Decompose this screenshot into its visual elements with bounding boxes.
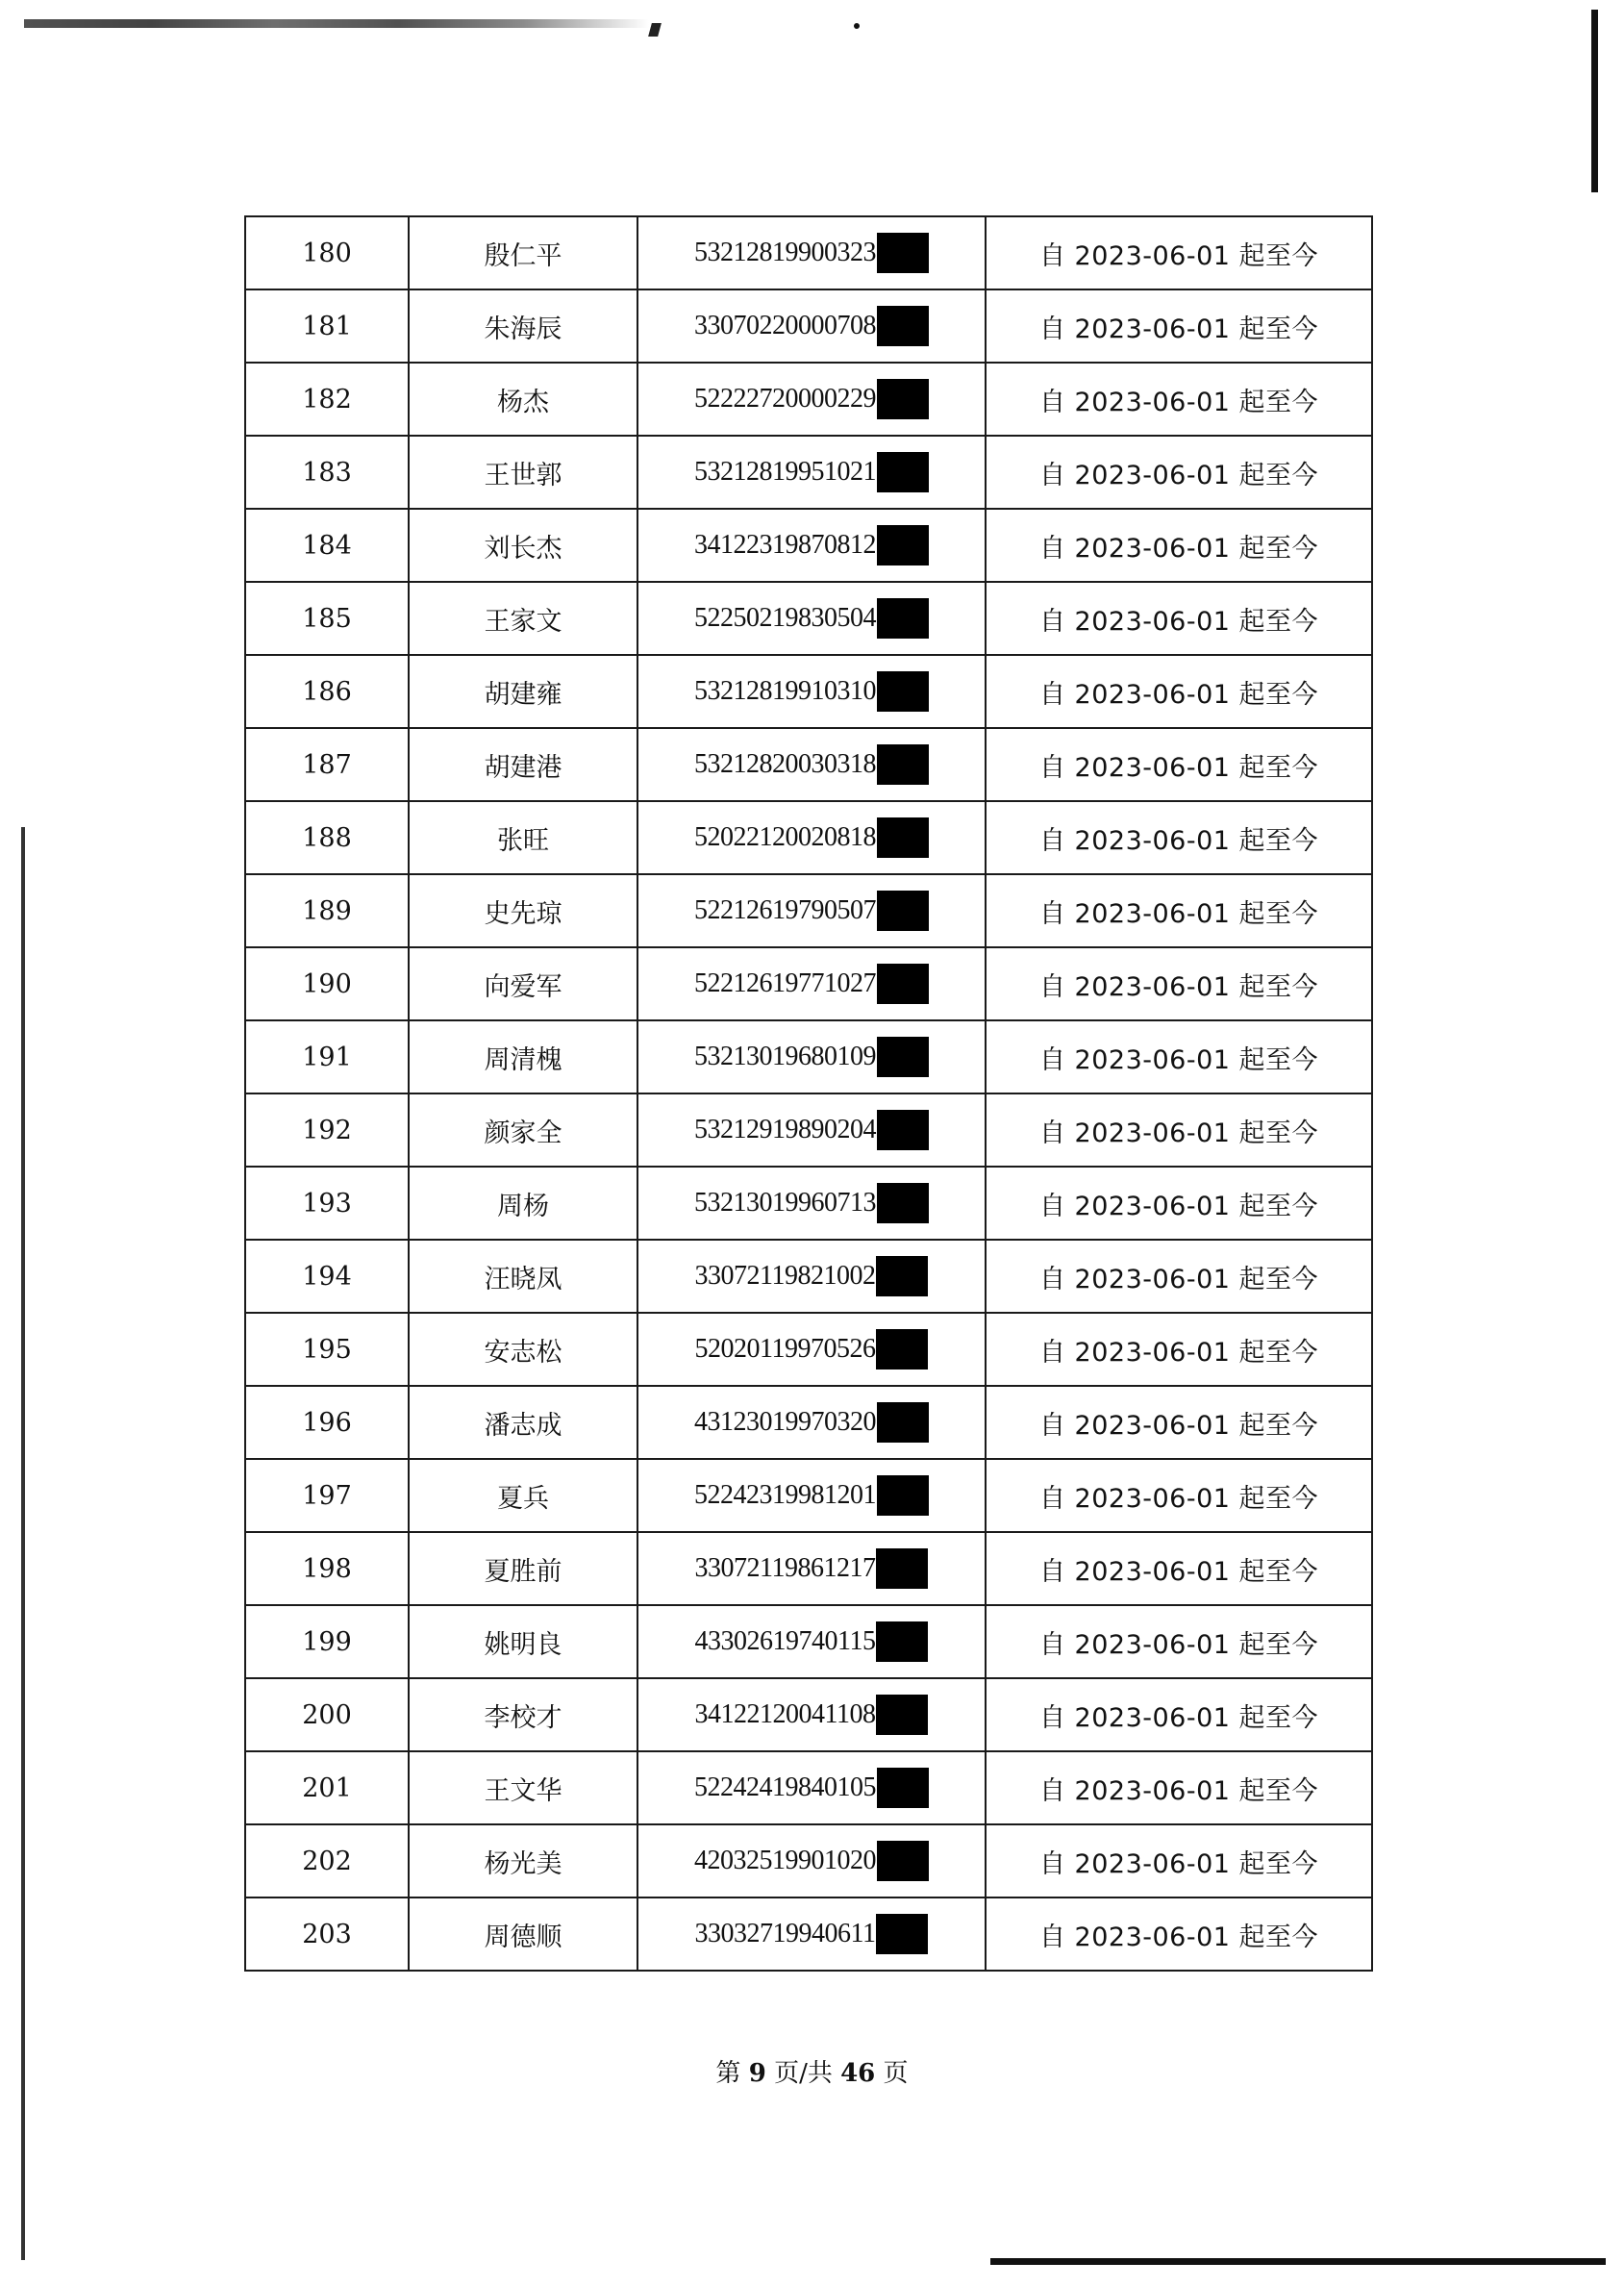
service-period: 自 2023-06-01 起至今 — [986, 1751, 1372, 1824]
table-row — [245, 1678, 1372, 1751]
person-name: 夏胜前 — [409, 1532, 637, 1605]
current-page: 9 — [748, 2059, 766, 2088]
row-number: 180 — [245, 216, 409, 289]
table-row — [245, 947, 1372, 1020]
service-period: 自 2023-06-01 起至今 — [986, 655, 1372, 728]
service-period: 自 2023-06-01 起至今 — [986, 1897, 1372, 1971]
redaction-block — [877, 1037, 929, 1077]
row-number: 194 — [245, 1240, 409, 1313]
table-row — [245, 1020, 1372, 1093]
row-number: 199 — [245, 1605, 409, 1678]
row-number: 185 — [245, 582, 409, 655]
row-number: 182 — [245, 363, 409, 436]
table-row — [245, 1824, 1372, 1897]
redaction-block — [876, 1621, 928, 1662]
id-number: 52222720000229 — [694, 384, 876, 414]
id-number: 52022120020818 — [694, 822, 876, 852]
person-name: 姚明良 — [409, 1605, 637, 1678]
id-number: 34122319870812 — [694, 530, 876, 560]
table-row — [245, 1459, 1372, 1532]
redaction-block — [876, 1548, 928, 1589]
table-row — [245, 728, 1372, 801]
table-row — [245, 874, 1372, 947]
service-period: 自 2023-06-01 起至今 — [986, 1240, 1372, 1313]
row-number: 181 — [245, 289, 409, 363]
redaction-block — [876, 1329, 928, 1370]
service-period: 自 2023-06-01 起至今 — [986, 216, 1372, 289]
id-number: 33032719940611 — [694, 1919, 876, 1948]
redaction-block — [877, 891, 929, 931]
id-number: 53213019960713 — [694, 1188, 876, 1218]
id-number: 33070220000708 — [694, 311, 876, 340]
service-period: 自 2023-06-01 起至今 — [986, 1386, 1372, 1459]
redaction-block — [877, 1768, 929, 1808]
table-row — [245, 1605, 1372, 1678]
table-row — [245, 509, 1372, 582]
id-number-cell — [637, 1167, 986, 1240]
row-number: 203 — [245, 1897, 409, 1971]
id-number: 52242419840105 — [694, 1772, 876, 1802]
id-number: 53212819910310 — [694, 676, 876, 706]
person-name: 周德顺 — [409, 1897, 637, 1971]
service-period: 自 2023-06-01 起至今 — [986, 582, 1372, 655]
id-number-cell — [637, 1532, 986, 1605]
id-number-cell — [637, 1313, 986, 1386]
id-number-cell — [637, 363, 986, 436]
id-number: 42032519901020 — [694, 1846, 876, 1875]
service-period: 自 2023-06-01 起至今 — [986, 363, 1372, 436]
table-row — [245, 582, 1372, 655]
id-number-cell — [637, 1386, 986, 1459]
row-number: 198 — [245, 1532, 409, 1605]
table-row — [245, 1313, 1372, 1386]
id-number: 53212819951021 — [694, 457, 876, 487]
service-period: 自 2023-06-01 起至今 — [986, 436, 1372, 509]
id-number: 52212619771027 — [694, 968, 876, 998]
person-name: 史先琼 — [409, 874, 637, 947]
id-number-cell — [637, 801, 986, 874]
row-number: 201 — [245, 1751, 409, 1824]
id-number-cell — [637, 436, 986, 509]
footer-middle: 页/共 — [774, 2059, 833, 2088]
redaction-block — [877, 525, 929, 565]
row-number: 188 — [245, 801, 409, 874]
redaction-block — [877, 744, 929, 785]
redaction-block — [877, 1402, 929, 1443]
table-row — [245, 1240, 1372, 1313]
person-name: 安志松 — [409, 1313, 637, 1386]
scan-artifact-top — [24, 19, 649, 28]
table-row — [245, 1386, 1372, 1459]
id-number-cell — [637, 947, 986, 1020]
person-name: 李校才 — [409, 1678, 637, 1751]
id-number: 52242319981201 — [694, 1480, 876, 1510]
id-number: 53213019680109 — [694, 1042, 876, 1071]
row-number: 187 — [245, 728, 409, 801]
scan-artifact-right-edge — [1591, 10, 1598, 192]
id-number-cell — [637, 728, 986, 801]
person-name: 杨杰 — [409, 363, 637, 436]
id-number-cell — [637, 509, 986, 582]
person-name: 胡建港 — [409, 728, 637, 801]
id-number: 53212819900323 — [694, 238, 876, 267]
id-number-cell — [637, 1459, 986, 1532]
service-period: 自 2023-06-01 起至今 — [986, 1532, 1372, 1605]
person-name: 殷仁平 — [409, 216, 637, 289]
person-name: 潘志成 — [409, 1386, 637, 1459]
id-number-cell — [637, 1678, 986, 1751]
id-number-cell — [637, 582, 986, 655]
id-number-cell — [637, 289, 986, 363]
redaction-block — [876, 1914, 928, 1954]
redaction-block — [877, 671, 929, 712]
id-number-cell — [637, 1020, 986, 1093]
table-row — [245, 1532, 1372, 1605]
row-number: 191 — [245, 1020, 409, 1093]
redaction-block — [877, 452, 929, 492]
id-number: 33072119861217 — [694, 1553, 876, 1583]
row-number: 183 — [245, 436, 409, 509]
id-number-cell — [637, 655, 986, 728]
scan-artifact-bottom-edge — [990, 2258, 1606, 2265]
row-number: 195 — [245, 1313, 409, 1386]
redaction-block — [876, 1256, 928, 1296]
table-row — [245, 801, 1372, 874]
id-number-cell — [637, 874, 986, 947]
id-number-cell — [637, 1824, 986, 1897]
row-number: 189 — [245, 874, 409, 947]
scan-artifact-left-edge — [21, 827, 25, 2260]
service-period: 自 2023-06-01 起至今 — [986, 1167, 1372, 1240]
footer-prefix: 第 — [715, 2059, 741, 2088]
service-period: 自 2023-06-01 起至今 — [986, 1605, 1372, 1678]
redaction-block — [877, 817, 929, 858]
table-row — [245, 1167, 1372, 1240]
person-name: 向爱军 — [409, 947, 637, 1020]
table-row — [245, 289, 1372, 363]
row-number: 184 — [245, 509, 409, 582]
scan-artifact-dot — [854, 23, 860, 29]
id-number: 52020119970526 — [694, 1334, 876, 1364]
id-number-cell — [637, 1240, 986, 1313]
row-number: 196 — [245, 1386, 409, 1459]
id-number: 52212619790507 — [694, 895, 876, 925]
table-row — [245, 363, 1372, 436]
row-number: 202 — [245, 1824, 409, 1897]
service-period: 自 2023-06-01 起至今 — [986, 1459, 1372, 1532]
redaction-block — [877, 1183, 929, 1223]
person-name: 颜家全 — [409, 1093, 637, 1167]
id-number: 53212919890204 — [694, 1115, 876, 1144]
id-number: 34122120041108 — [694, 1699, 876, 1729]
page-number-footer — [0, 2053, 1624, 2089]
table-row — [245, 216, 1372, 289]
service-period: 自 2023-06-01 起至今 — [986, 1824, 1372, 1897]
personnel-table — [244, 215, 1373, 1972]
service-period: 自 2023-06-01 起至今 — [986, 874, 1372, 947]
person-name: 周清槐 — [409, 1020, 637, 1093]
service-period: 自 2023-06-01 起至今 — [986, 947, 1372, 1020]
person-name: 汪晓凤 — [409, 1240, 637, 1313]
person-name: 胡建雍 — [409, 655, 637, 728]
service-period: 自 2023-06-01 起至今 — [986, 289, 1372, 363]
service-period: 自 2023-06-01 起至今 — [986, 1678, 1372, 1751]
id-number-cell — [637, 1897, 986, 1971]
service-period: 自 2023-06-01 起至今 — [986, 509, 1372, 582]
row-number: 193 — [245, 1167, 409, 1240]
person-name: 夏兵 — [409, 1459, 637, 1532]
redaction-block — [877, 1110, 929, 1150]
table-row — [245, 1093, 1372, 1167]
redaction-block — [877, 306, 929, 346]
redaction-block — [877, 964, 929, 1004]
id-number-cell — [637, 1093, 986, 1167]
person-name: 王文华 — [409, 1751, 637, 1824]
table-row — [245, 1897, 1372, 1971]
person-name: 周杨 — [409, 1167, 637, 1240]
redaction-block — [877, 598, 929, 639]
table-row — [245, 436, 1372, 509]
table-row — [245, 655, 1372, 728]
redaction-block — [876, 1695, 928, 1735]
id-number: 43302619740115 — [694, 1626, 876, 1656]
service-period: 自 2023-06-01 起至今 — [986, 1313, 1372, 1386]
person-name: 杨光美 — [409, 1824, 637, 1897]
id-number: 33072119821002 — [694, 1261, 876, 1291]
id-number-cell — [637, 216, 986, 289]
row-number: 197 — [245, 1459, 409, 1532]
redaction-block — [877, 379, 929, 419]
service-period: 自 2023-06-01 起至今 — [986, 1020, 1372, 1093]
person-name: 朱海辰 — [409, 289, 637, 363]
person-name: 王家文 — [409, 582, 637, 655]
id-number: 53212820030318 — [694, 749, 876, 779]
service-period: 自 2023-06-01 起至今 — [986, 1093, 1372, 1167]
id-number-cell — [637, 1751, 986, 1824]
row-number: 200 — [245, 1678, 409, 1751]
row-number: 190 — [245, 947, 409, 1020]
service-period: 自 2023-06-01 起至今 — [986, 728, 1372, 801]
row-number: 186 — [245, 655, 409, 728]
redaction-block — [877, 1475, 929, 1516]
footer-suffix: 页 — [883, 2059, 909, 2088]
personnel-table-body — [245, 216, 1372, 1971]
scan-artifact-mark — [648, 23, 662, 37]
total-pages: 46 — [840, 2059, 876, 2088]
table-row — [245, 1751, 1372, 1824]
id-number-cell — [637, 1605, 986, 1678]
redaction-block — [877, 233, 929, 273]
person-name: 王世郭 — [409, 436, 637, 509]
person-name: 张旺 — [409, 801, 637, 874]
id-number: 43123019970320 — [694, 1407, 876, 1437]
id-number: 52250219830504 — [694, 603, 876, 633]
person-name: 刘长杰 — [409, 509, 637, 582]
service-period: 自 2023-06-01 起至今 — [986, 801, 1372, 874]
row-number: 192 — [245, 1093, 409, 1167]
redaction-block — [877, 1841, 929, 1881]
